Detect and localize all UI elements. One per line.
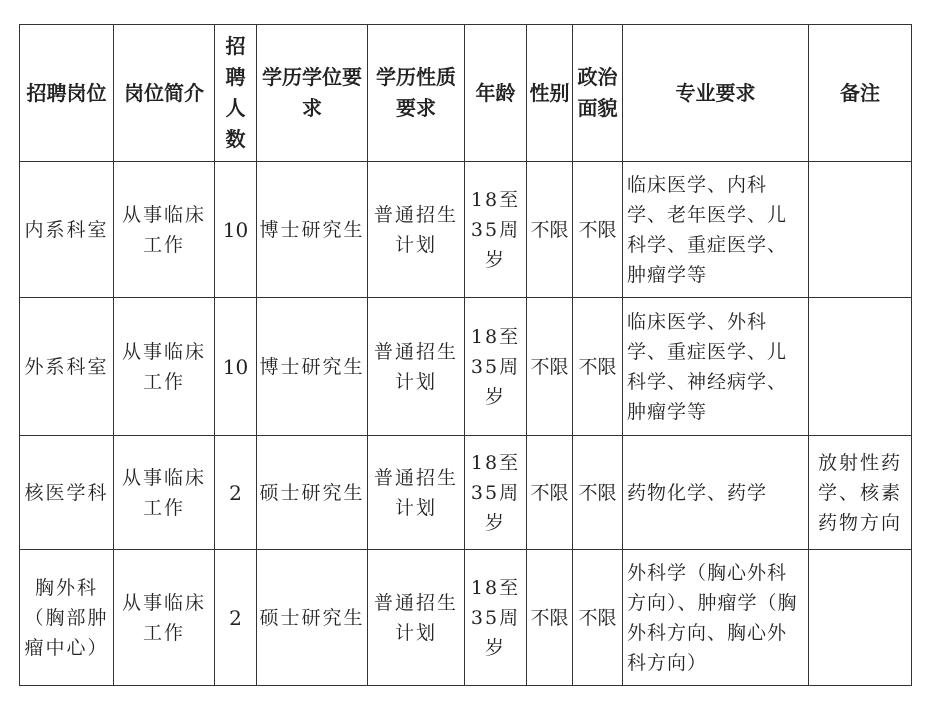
header-notes: 备注 xyxy=(809,25,912,162)
cell-degree: 硕士研究生 xyxy=(257,550,368,686)
cell-gender: 不限 xyxy=(527,162,573,298)
cell-position: 内系科室 xyxy=(20,162,114,298)
recruitment-table xyxy=(19,24,912,686)
cell-age: 18至35周岁 xyxy=(465,162,527,298)
recruitment-table-container xyxy=(19,24,912,686)
cell-politics: 不限 xyxy=(573,436,623,550)
cell-count: 10 xyxy=(215,298,257,436)
cell-degree: 博士研究生 xyxy=(257,298,368,436)
cell-notes xyxy=(809,298,912,436)
cell-count: 2 xyxy=(215,436,257,550)
cell-intro: 从事临床工作 xyxy=(114,436,215,550)
cell-nature: 普通招生计划 xyxy=(368,298,465,436)
cell-politics: 不限 xyxy=(573,550,623,686)
table-row xyxy=(20,298,912,436)
header-row xyxy=(20,25,912,162)
header-nature: 学历性质要求 xyxy=(368,25,465,162)
cell-count: 2 xyxy=(215,550,257,686)
cell-position: 胸外科（胸部肿瘤中心） xyxy=(20,550,114,686)
header-count: 招聘人数 xyxy=(215,25,257,162)
table-row xyxy=(20,162,912,298)
header-gender: 性别 xyxy=(527,25,573,162)
cell-gender: 不限 xyxy=(527,436,573,550)
header-politics: 政治面貌 xyxy=(573,25,623,162)
header-age: 年龄 xyxy=(465,25,527,162)
cell-notes: 放射性药学、核素药物方向 xyxy=(809,436,912,550)
cell-gender: 不限 xyxy=(527,550,573,686)
cell-nature: 普通招生计划 xyxy=(368,550,465,686)
cell-gender: 不限 xyxy=(527,298,573,436)
cell-degree: 硕士研究生 xyxy=(257,436,368,550)
cell-politics: 不限 xyxy=(573,162,623,298)
table-row xyxy=(20,436,912,550)
cell-intro: 从事临床工作 xyxy=(114,550,215,686)
cell-major: 外科学（胸心外科方向）、肿瘤学（胸外科方向、胸心外科方向） xyxy=(623,550,809,686)
cell-major: 临床医学、外科学、重症医学、儿科学、神经病学、肿瘤学等 xyxy=(623,298,809,436)
cell-age: 18至35周岁 xyxy=(465,436,527,550)
cell-position: 外系科室 xyxy=(20,298,114,436)
cell-position: 核医学科 xyxy=(20,436,114,550)
header-degree: 学历学位要求 xyxy=(257,25,368,162)
cell-age: 18至35周岁 xyxy=(465,550,527,686)
cell-degree: 博士研究生 xyxy=(257,162,368,298)
cell-notes xyxy=(809,162,912,298)
cell-count: 10 xyxy=(215,162,257,298)
cell-age: 18至35周岁 xyxy=(465,298,527,436)
header-position: 招聘岗位 xyxy=(20,25,114,162)
cell-major: 药物化学、药学 xyxy=(623,436,809,550)
cell-nature: 普通招生计划 xyxy=(368,436,465,550)
cell-politics: 不限 xyxy=(573,298,623,436)
cell-intro: 从事临床工作 xyxy=(114,162,215,298)
cell-notes xyxy=(809,550,912,686)
header-intro: 岗位简介 xyxy=(114,25,215,162)
cell-major: 临床医学、内科学、老年医学、儿科学、重症医学、肿瘤学等 xyxy=(623,162,809,298)
cell-intro: 从事临床工作 xyxy=(114,298,215,436)
cell-nature: 普通招生计划 xyxy=(368,162,465,298)
table-row xyxy=(20,550,912,686)
header-major: 专业要求 xyxy=(623,25,809,162)
